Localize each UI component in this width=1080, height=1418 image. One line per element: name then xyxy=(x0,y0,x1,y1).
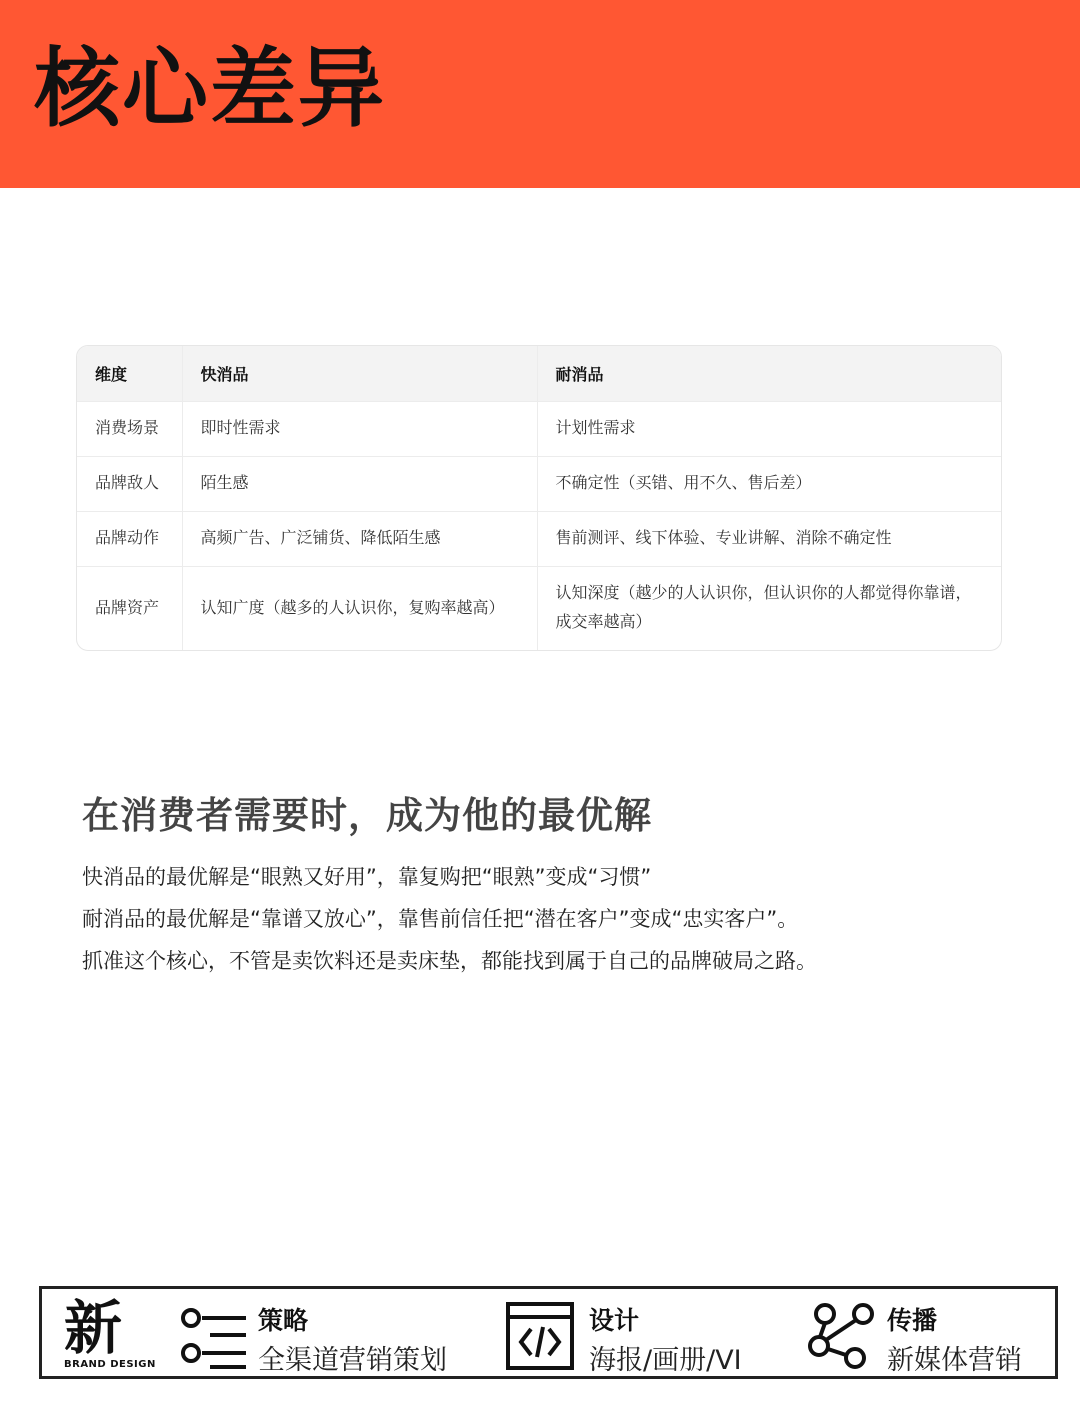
feature-design xyxy=(505,1297,775,1376)
section-heading: 在消费者需要时，成为他的最优解 xyxy=(82,794,652,837)
table-cell: 即时性需求 xyxy=(182,401,537,456)
body-line: 抓准这个核心，不管是卖饮料还是卖床垫，都能找到属于自己的品牌破局之路。 xyxy=(82,949,817,973)
table-cell: 品牌资产 xyxy=(77,566,182,650)
table-cell: 不确定性（买错、用不久、售后差） xyxy=(537,456,1001,511)
table-cell: 品牌动作 xyxy=(77,511,182,566)
header-cell: 耐消品 xyxy=(537,346,1001,401)
table-cell: 计划性需求 xyxy=(537,401,1001,456)
header-cell: 快消品 xyxy=(182,346,537,401)
section-body xyxy=(82,856,817,982)
table-row xyxy=(77,456,1001,511)
feature-title: 传播 xyxy=(887,1306,938,1335)
feature-subtitle: 新媒体营销 xyxy=(887,1345,1022,1376)
page-title: 核心差异 xyxy=(34,39,386,139)
feature-subtitle: 全渠道营销策划 xyxy=(258,1345,447,1376)
table-row xyxy=(77,566,1001,650)
brand-logo-subtitle: BRAND DESIGN xyxy=(64,1359,156,1370)
code-icon xyxy=(505,1301,575,1371)
table-cell: 认知深度（越少的人认识你，但认识你的人都觉得你靠谱，成交率越高） xyxy=(555,583,972,632)
table-cell: 认知广度（越多的人认识你，复购率越高） xyxy=(182,566,537,650)
footer-banner xyxy=(39,1286,1058,1379)
feature-subtitle: 海报/画册/VI xyxy=(589,1345,742,1376)
table-header-row xyxy=(77,346,1001,401)
table-cell: 陌生感 xyxy=(182,456,537,511)
feature-title: 策略 xyxy=(258,1306,309,1335)
table-row xyxy=(77,401,1001,456)
table-cell: 售前测评、线下体验、专业讲解、消除不确定性 xyxy=(537,511,1001,566)
feature-strategy xyxy=(180,1297,480,1376)
share-icon xyxy=(807,1301,877,1371)
table-row xyxy=(77,511,1001,566)
table-cell: 消费场景 xyxy=(77,401,182,456)
brand-logo: 新 xyxy=(64,1294,123,1362)
table-cell: 高频广告、广泛铺货、降低陌生感 xyxy=(182,511,537,566)
feature-spread xyxy=(807,1297,1057,1376)
table-cell: 品牌敌人 xyxy=(77,456,182,511)
list-icon xyxy=(180,1301,248,1371)
body-line: 耐消品的最优解是“靠谱又放心”，靠售前信任把“潜在客户”变成“忠实客户”。 xyxy=(82,907,799,931)
body-line: 快消品的最优解是“眼熟又好用”，靠复购把“眼熟”变成“习惯” xyxy=(82,865,652,889)
header-cell: 维度 xyxy=(77,346,182,401)
comparison-table xyxy=(76,345,1002,651)
feature-title: 设计 xyxy=(589,1306,640,1335)
